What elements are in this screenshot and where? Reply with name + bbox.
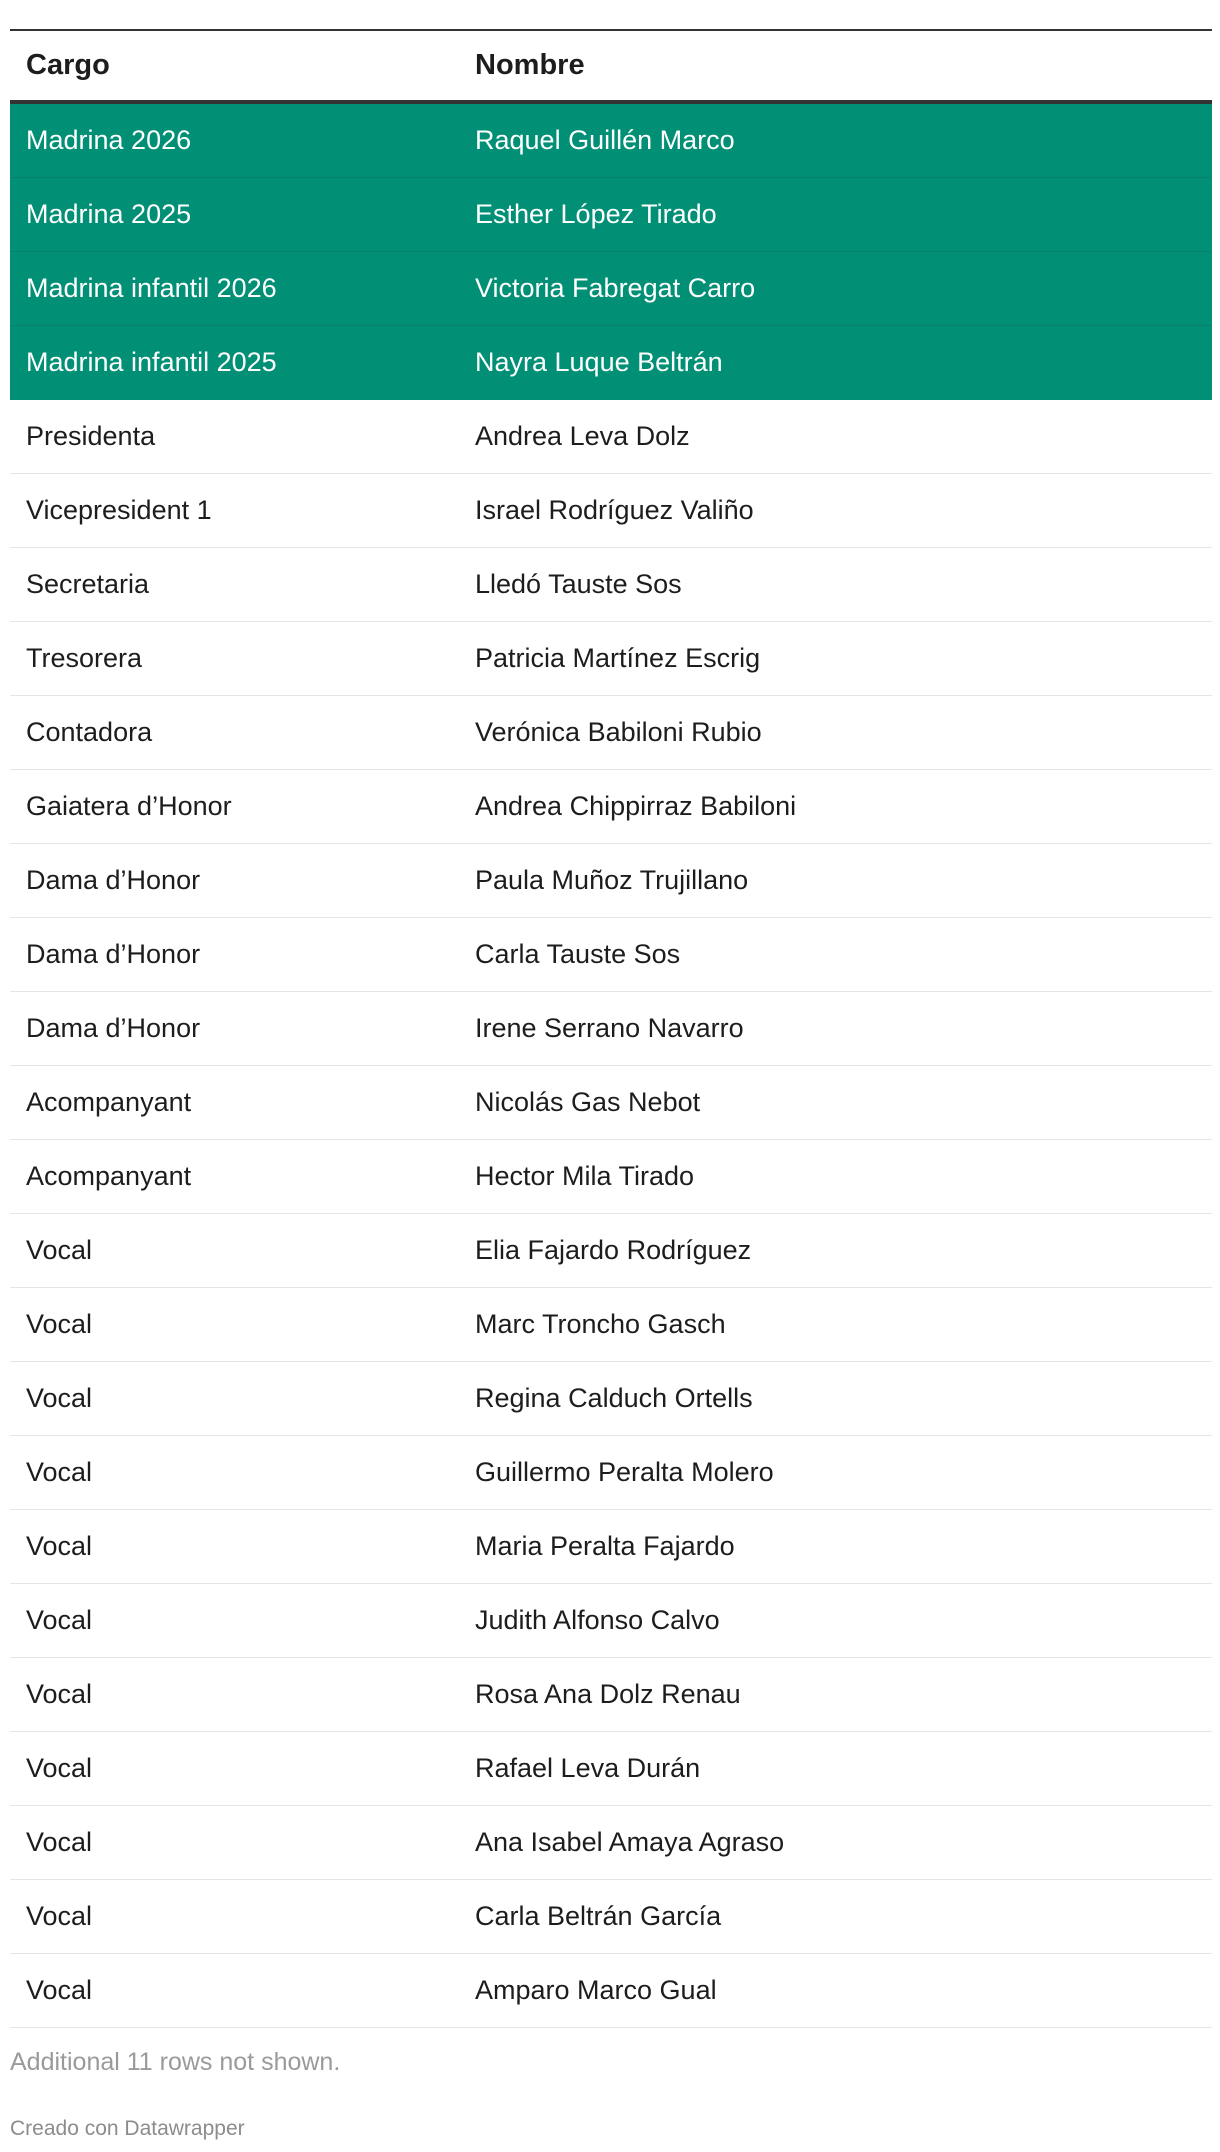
cell-nombre: Esther López Tirado bbox=[459, 178, 1212, 252]
table-row bbox=[10, 252, 1212, 326]
cell-cargo: Dama d’Honor bbox=[10, 844, 459, 918]
cell-nombre: Ana Isabel Amaya Agraso bbox=[459, 1806, 1212, 1880]
table-row bbox=[10, 548, 1212, 622]
cell-nombre: Rafael Leva Durán bbox=[459, 1732, 1212, 1806]
cell-cargo: Vicepresident 1 bbox=[10, 474, 459, 548]
table-row bbox=[10, 1140, 1212, 1214]
cell-nombre: Irene Serrano Navarro bbox=[459, 992, 1212, 1066]
table-row bbox=[10, 1954, 1212, 2028]
table-row bbox=[10, 1658, 1212, 1732]
cell-cargo: Gaiatera d’Honor bbox=[10, 770, 459, 844]
cell-cargo: Vocal bbox=[10, 1806, 459, 1880]
table-header-row bbox=[10, 31, 1212, 102]
cell-nombre: Paula Muñoz Trujillano bbox=[459, 844, 1212, 918]
cell-nombre: Andrea Chippirraz Babiloni bbox=[459, 770, 1212, 844]
table-row bbox=[10, 1436, 1212, 1510]
cell-nombre: Nayra Luque Beltrán bbox=[459, 326, 1212, 400]
cell-nombre: Regina Calduch Ortells bbox=[459, 1362, 1212, 1436]
table-body bbox=[10, 102, 1212, 2028]
table-row bbox=[10, 844, 1212, 918]
cell-nombre: Judith Alfonso Calvo bbox=[459, 1584, 1212, 1658]
cell-nombre: Amparo Marco Gual bbox=[459, 1954, 1212, 2028]
cell-nombre: Nicolás Gas Nebot bbox=[459, 1066, 1212, 1140]
cell-nombre: Elia Fajardo Rodríguez bbox=[459, 1214, 1212, 1288]
cell-nombre: Rosa Ana Dolz Renau bbox=[459, 1658, 1212, 1732]
cell-cargo: Vocal bbox=[10, 1362, 459, 1436]
cell-cargo: Vocal bbox=[10, 1288, 459, 1362]
cell-cargo: Acompanyant bbox=[10, 1140, 459, 1214]
table-row bbox=[10, 770, 1212, 844]
data-table bbox=[10, 31, 1212, 2028]
table-row bbox=[10, 178, 1212, 252]
cell-cargo: Dama d’Honor bbox=[10, 992, 459, 1066]
cell-cargo: Vocal bbox=[10, 1214, 459, 1288]
table-row bbox=[10, 326, 1212, 400]
table-row bbox=[10, 1066, 1212, 1140]
cell-cargo: Presidenta bbox=[10, 400, 459, 474]
table-row bbox=[10, 918, 1212, 992]
cell-cargo: Madrina 2025 bbox=[10, 178, 459, 252]
cell-cargo: Acompanyant bbox=[10, 1066, 459, 1140]
column-header-cargo[interactable]: Cargo bbox=[10, 31, 459, 102]
cell-cargo: Madrina infantil 2025 bbox=[10, 326, 459, 400]
cell-nombre: Marc Troncho Gasch bbox=[459, 1288, 1212, 1362]
cell-nombre: Verónica Babiloni Rubio bbox=[459, 696, 1212, 770]
cell-nombre: Raquel Guillén Marco bbox=[459, 102, 1212, 178]
table-row bbox=[10, 474, 1212, 548]
cell-cargo: Vocal bbox=[10, 1658, 459, 1732]
cell-cargo: Vocal bbox=[10, 1732, 459, 1806]
table-row bbox=[10, 1732, 1212, 1806]
table-row bbox=[10, 1584, 1212, 1658]
table-row bbox=[10, 1288, 1212, 1362]
cell-nombre: Hector Mila Tirado bbox=[459, 1140, 1212, 1214]
table-row bbox=[10, 102, 1212, 178]
table-row bbox=[10, 1214, 1212, 1288]
cell-nombre: Andrea Leva Dolz bbox=[459, 400, 1212, 474]
credit-line: Creado con Datawrapper bbox=[10, 2117, 245, 2140]
cell-cargo: Vocal bbox=[10, 1954, 459, 2028]
cell-cargo: Contadora bbox=[10, 696, 459, 770]
table-notes: Additional 11 rows not shown. bbox=[10, 2048, 341, 2076]
table-row bbox=[10, 992, 1212, 1066]
table-row bbox=[10, 696, 1212, 770]
cell-cargo: Vocal bbox=[10, 1584, 459, 1658]
cell-cargo: Secretaria bbox=[10, 548, 459, 622]
cell-nombre: Israel Rodríguez Valiño bbox=[459, 474, 1212, 548]
cell-cargo: Vocal bbox=[10, 1880, 459, 1954]
cell-nombre: Patricia Martínez Escrig bbox=[459, 622, 1212, 696]
cell-cargo: Madrina 2026 bbox=[10, 102, 459, 178]
cell-cargo: Vocal bbox=[10, 1436, 459, 1510]
table-row bbox=[10, 1510, 1212, 1584]
cell-nombre: Guillermo Peralta Molero bbox=[459, 1436, 1212, 1510]
table-row bbox=[10, 1362, 1212, 1436]
cell-nombre: Carla Beltrán García bbox=[459, 1880, 1212, 1954]
table-row bbox=[10, 400, 1212, 474]
cell-nombre: Victoria Fabregat Carro bbox=[459, 252, 1212, 326]
cell-cargo: Vocal bbox=[10, 1510, 459, 1584]
column-header-nombre[interactable]: Nombre bbox=[459, 31, 1212, 102]
table-row bbox=[10, 1880, 1212, 1954]
cell-nombre: Lledó Tauste Sos bbox=[459, 548, 1212, 622]
cell-nombre: Maria Peralta Fajardo bbox=[459, 1510, 1212, 1584]
cell-cargo: Dama d’Honor bbox=[10, 918, 459, 992]
table-row bbox=[10, 1806, 1212, 1880]
table-row bbox=[10, 622, 1212, 696]
cell-cargo: Tresorera bbox=[10, 622, 459, 696]
cell-nombre: Carla Tauste Sos bbox=[459, 918, 1212, 992]
cell-cargo: Madrina infantil 2026 bbox=[10, 252, 459, 326]
